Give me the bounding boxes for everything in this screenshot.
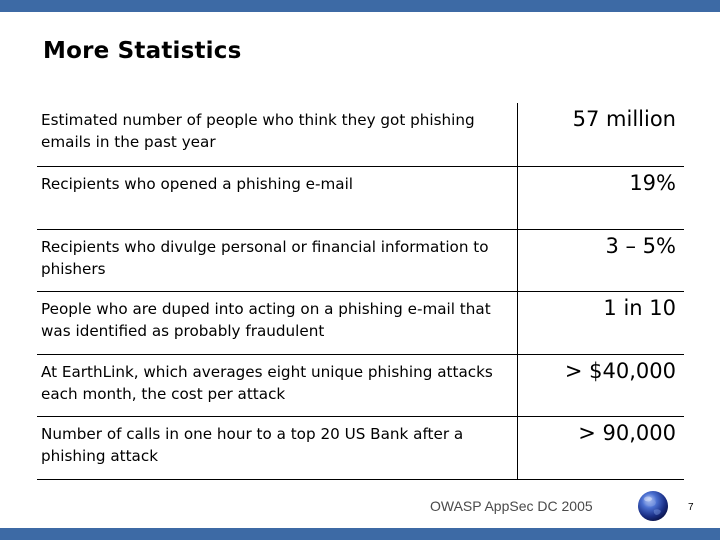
stat-label: Recipients who opened a phishing e-mail — [37, 166, 518, 229]
table-row — [37, 229, 684, 291]
stat-value: > $40,000 — [518, 354, 685, 416]
globe-icon — [637, 490, 669, 522]
stat-label: People who are duped into acting on a phishing e-mail that was identified as probably fraudulent — [37, 291, 518, 354]
stat-label: Number of calls in one hour to a top 20 US Bank after a phishing attack — [37, 416, 518, 479]
statistics-table — [37, 103, 684, 480]
stat-value: 57 million — [518, 103, 685, 166]
slide-title: More Statistics — [43, 38, 242, 64]
bottom-accent-bar — [0, 528, 720, 540]
stat-label: Estimated number of people who think they got phishing emails in the past year — [37, 103, 518, 166]
page-number: 7 — [688, 502, 694, 513]
stat-value: > 90,000 — [518, 416, 685, 479]
table-row — [37, 416, 684, 479]
table-row — [37, 354, 684, 416]
top-accent-bar — [0, 0, 720, 12]
stat-value: 1 in 10 — [518, 291, 685, 354]
table-row — [37, 291, 684, 354]
stat-value: 19% — [518, 166, 685, 229]
stat-label: Recipients who divulge personal or financial information to phishers — [37, 229, 518, 291]
table-row — [37, 103, 684, 166]
stat-value: 3 – 5% — [518, 229, 685, 291]
table-row — [37, 166, 684, 229]
stat-label: At EarthLink, which averages eight unique phishing attacks each month, the cost per attack — [37, 354, 518, 416]
footer-event-name: OWASP AppSec DC 2005 — [430, 498, 593, 514]
